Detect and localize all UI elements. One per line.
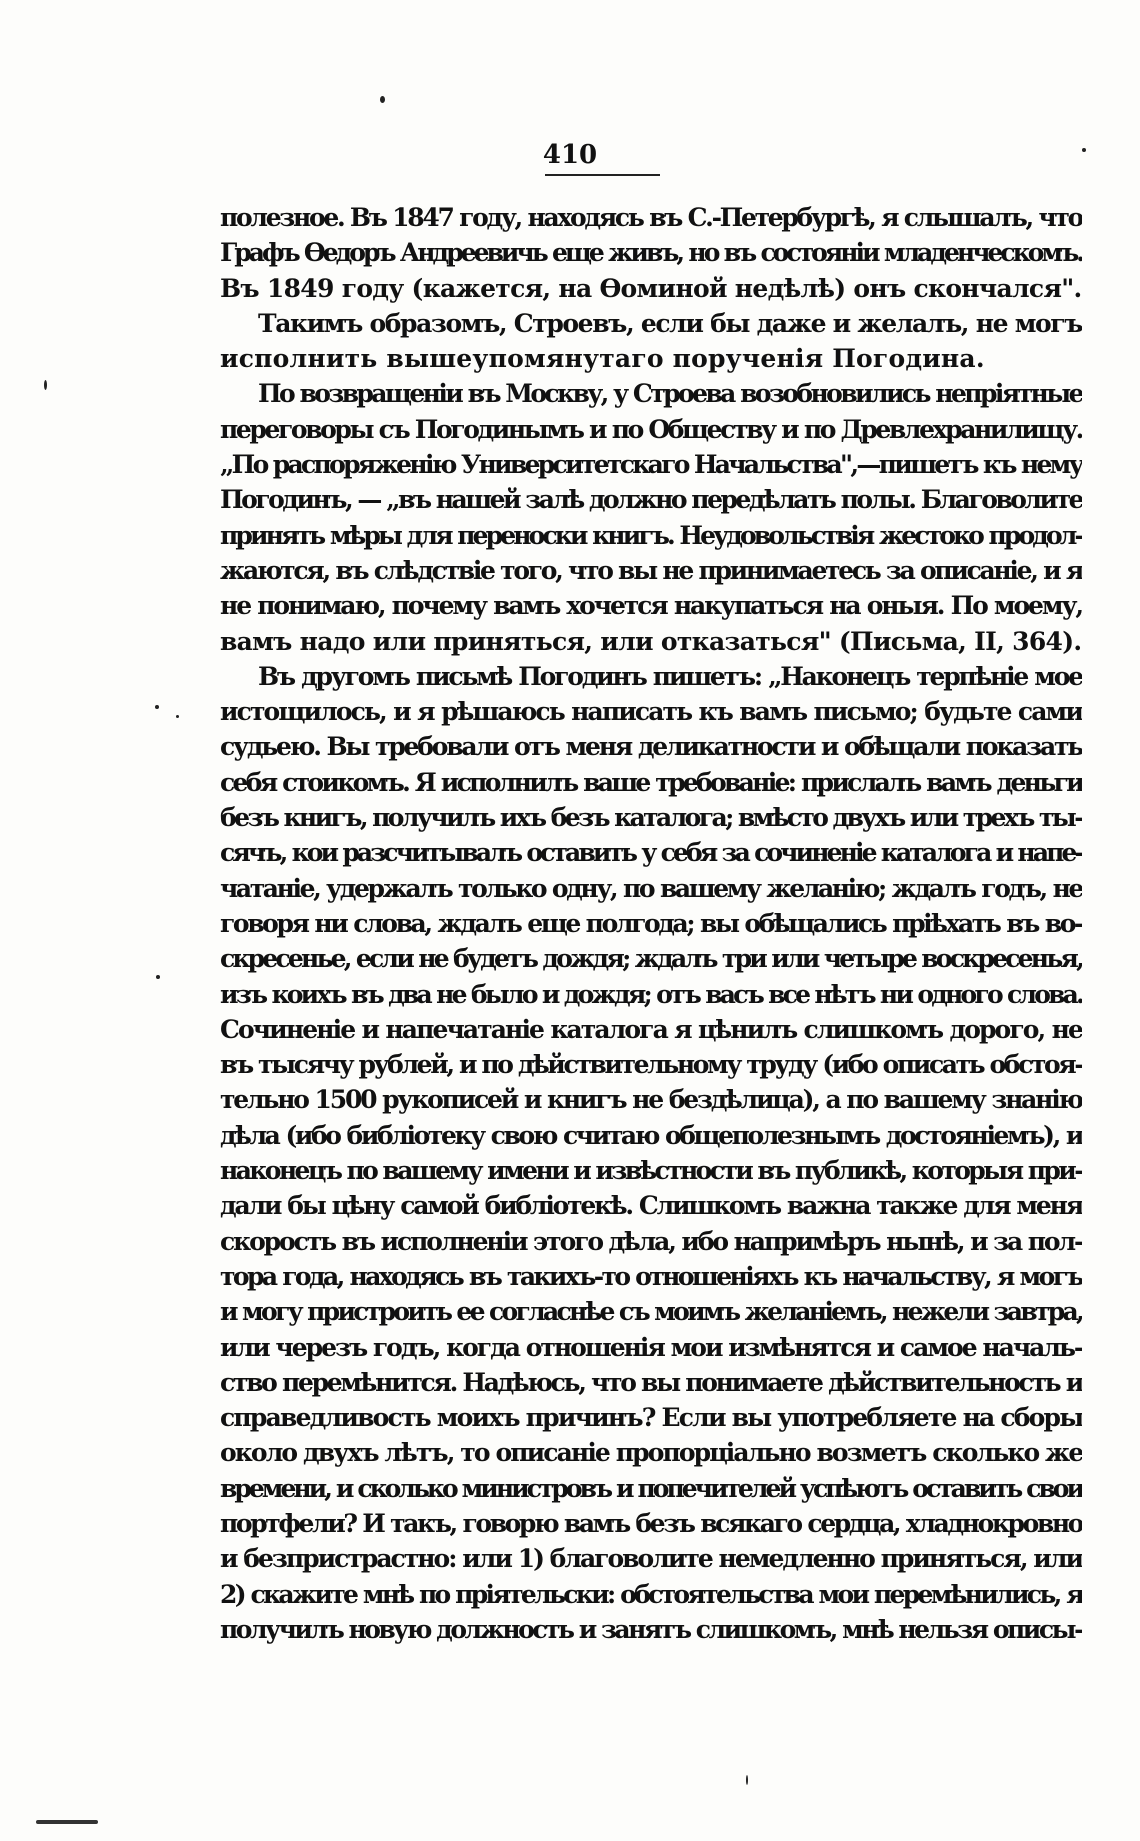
text-line: дали бы цѣну самой библіотекѣ. Слишкомъ важна также для меня: [220, 1191, 1082, 1221]
text-line: исполнить вышеупомянутаго порученія Погодина.: [220, 344, 985, 374]
text-line: безъ книгъ, получилъ ихъ безъ каталога; вмѣсто двухъ или трехъ ты-: [220, 803, 1082, 833]
text-line: времени, и сколько министровъ и попечителей успѣютъ оставить свои: [220, 1473, 1082, 1503]
text-line: не понимаю, почему вамъ хочется накупаться на оныя. По моему,: [220, 591, 1082, 621]
text-line: наконецъ по вашему имени и извѣстности въ публикѣ, которыя при-: [220, 1156, 1082, 1186]
text-line: тора года, находясь въ такихъ-то отношеніяхъ къ начальству, я могъ: [220, 1261, 1082, 1291]
text-line: или черезъ годъ, когда отношенія мои измѣнятся и самое началь-: [220, 1332, 1082, 1362]
text-line: По возвращеніи въ Москву, у Строева возобновились непріятные: [258, 379, 1082, 409]
body-text: [220, 200, 1082, 1647]
text-line: принять мѣры для переноски книгъ. Неудовольствія жестоко продол-: [220, 520, 1082, 550]
margin-dot-mark: [156, 975, 160, 979]
text-line: въ тысячу рублей, и по дѣйствительному труду (ибо описать обстоя-: [220, 1050, 1082, 1080]
margin-dot-mark: [44, 380, 47, 390]
text-line: около двухъ лѣтъ, то описаніе пропорціально возметъ сколько же: [220, 1438, 1082, 1468]
top-dot-mark: [380, 96, 385, 103]
text-line: получилъ новую должность и занятъ слишкомъ, мнѣ нельзя описы-: [220, 1614, 1082, 1644]
text-line: и могу пристроить ее согласнѣе съ моимъ желаніемъ, нежели завтра,: [220, 1297, 1082, 1327]
text-line: жаются, въ слѣдствіе того, что вы не принимаетесь за описаніе, и я: [220, 555, 1082, 585]
text-line: Въ другомъ письмѣ Погодинъ пишетъ: „Наконецъ терпѣніе мое: [258, 661, 1082, 691]
text-line: тельно 1500 рукописей и книгъ не бездѣлица), а по вашему знанію: [220, 1085, 1082, 1115]
text-line: „По распоряженію Университетскаго Начальства",—пишетъ къ нему: [220, 450, 1082, 480]
text-line: вамъ надо или приняться, или отказаться" (Письма, II, 364).: [220, 626, 1082, 656]
text-line: Сочиненіе и напечатаніе каталога я цѣнилъ слишкомъ дорого, не: [220, 1014, 1082, 1044]
page-number: 410: [542, 140, 598, 170]
text-line: судьею. Вы требовали отъ меня деликатности и обѣщали показать: [220, 732, 1082, 762]
margin-dot-mark: [176, 715, 179, 718]
text-line: ство перемѣнится. Надѣюсь, что вы понимаете дѣйствительность и: [220, 1367, 1082, 1397]
text-line: чатаніе, удержалъ только одну, по вашему желанію; ждалъ годъ, не: [220, 873, 1082, 903]
text-line: говоря ни слова, ждалъ еще полгода; вы обѣщались пріѣхать въ во-: [220, 908, 1082, 938]
text-line: Такимъ образомъ, Строевъ, если бы даже и желалъ, не могъ: [258, 308, 1082, 338]
text-line: переговоры съ Погодинымъ и по Обществу и по Древлехранилищу.: [220, 414, 1082, 444]
text-line: полезное. Въ 1847 году, находясь въ С.-Петербургѣ, я слышалъ, что: [220, 203, 1082, 232]
page-number-rule: [545, 174, 660, 176]
text-line: скресенье, если не будетъ дождя; ждалъ три или четыре воскресенья,: [220, 944, 1082, 974]
text-line: дѣла (ибо библіотеку свою считаю общеполезнымъ достояніемъ), и: [220, 1120, 1082, 1150]
text-line: справедливость моихъ причинъ? Если вы употребляете на сборы: [220, 1403, 1082, 1433]
text-line: себя стоикомъ. Я исполнилъ ваше требованіе: прислалъ вамъ деньги: [220, 767, 1082, 797]
text-line: и безпристрастно: или 1) благоволите немедленно приняться, или: [220, 1544, 1082, 1574]
bottom-tick-mark: [746, 1775, 748, 1785]
text-line: скорость въ исполненіи этого дѣла, ибо напримѣръ нынѣ, и за пол-: [220, 1226, 1082, 1256]
text-line: 2) скажите мнѣ по пріятельски: обстоятельства мои перемѣнились, я: [220, 1579, 1082, 1609]
text-line: изъ коихъ въ два не было и дождя; отъ васъ все нѣтъ ни одного слова.: [220, 979, 1082, 1009]
margin-dot-mark: [155, 705, 159, 709]
footer-mark: [36, 1820, 98, 1824]
text-line: Графъ Ѳедоръ Андреевичь еще живъ, но въ состояніи младенческомъ.: [220, 238, 1082, 268]
corner-dot-mark: [1082, 148, 1086, 152]
text-line: портфели? И такъ, говорю вамъ безъ всякаго сердца, хладнокровно: [220, 1508, 1082, 1538]
text-line: сячъ, кои разсчитывалъ оставить у себя за сочиненіе каталога и напе-: [220, 838, 1082, 868]
text-line: Погодинъ, — „въ нашей залѣ должно передѣлать полы. Благоволите: [220, 485, 1082, 515]
text-line: Въ 1849 году (кажется, на Ѳоминой недѣлѣ) онъ скончался".: [220, 273, 1082, 303]
text-line: истощилось, и я рѣшаюсь написать къ вамъ письмо; будьте сами: [220, 697, 1082, 727]
